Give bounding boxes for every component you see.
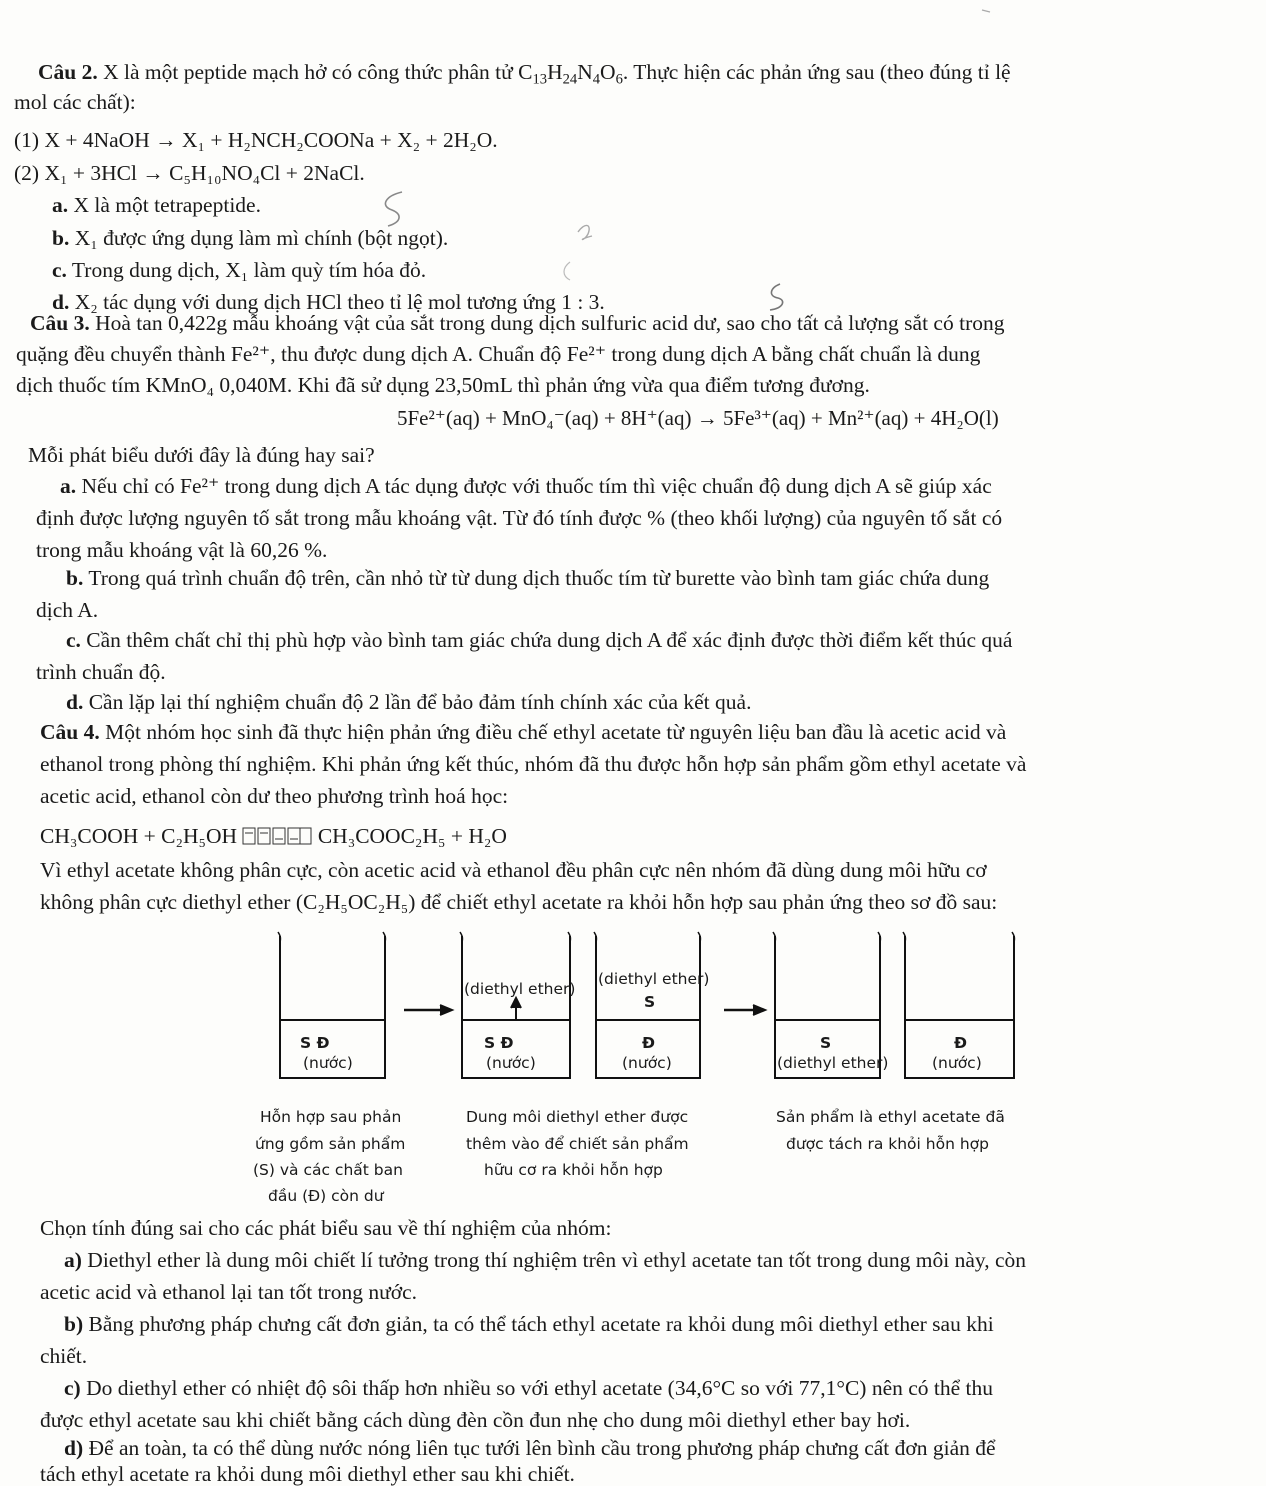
- statement-label: c.: [52, 258, 67, 282]
- formula-part: H: [547, 60, 563, 84]
- formula-sub: 4: [592, 71, 601, 88]
- statement-label: d): [64, 1436, 84, 1460]
- statement-text: Bằng phương pháp chưng cất đơn giản, ta có thể tách ethyl acetate ra khỏi dung môi diethyl ether sau khi: [83, 1312, 994, 1336]
- beaker-3-sub: (nước): [622, 1054, 672, 1072]
- caption-2-line-1: Dung môi diethyl ether được: [466, 1108, 689, 1126]
- statement-text: Cần thêm chất chỉ thị phù hợp vào bình tam giác chứa dung dịch A để xác định được thời điểm kết thúc quá: [80, 628, 1013, 652]
- beaker-1-label: S Đ: [300, 1034, 330, 1052]
- beaker-2-sub: (nước): [486, 1054, 536, 1072]
- statement-label: d.: [66, 690, 84, 714]
- q4-statement-a-1: [64, 1250, 1026, 1272]
- formula-sub: 13: [532, 71, 548, 88]
- equation-left: CH₃COOH + C₂H₅OH: [40, 824, 238, 848]
- statement-text: Diethyl ether là dung môi chiết lí tưởng trong thí nghiệm trên vì ethyl acetate tan tốt trong dung môi này, còn: [81, 1248, 1027, 1272]
- caption-1-line-2: ứng gồm sản phẩm: [255, 1135, 406, 1153]
- q4-title: Câu 4.: [40, 720, 100, 744]
- q2-line-2: mol các chất):: [14, 90, 136, 114]
- formula-sub: 24: [562, 71, 578, 88]
- q4-line-2: ethanol trong phòng thí nghiệm. Khi phản ứng kết thúc, nhóm đã thu được hỗn hợp sản phẩm gồm ethyl acetate và: [40, 752, 1027, 776]
- q3-statement-a-3: trong mẫu khoáng vật là 60,26 %.: [36, 538, 328, 562]
- arrow-2-head: [753, 1005, 765, 1015]
- q2-reaction-1: (1) X + 4NaOH → X₁ + H₂NCH₂COONa + X₂ + 2H₂O.: [14, 128, 498, 152]
- statement-label: b): [64, 1312, 84, 1336]
- formula-part: N: [577, 60, 593, 84]
- statement-text: X₁ được ứng dụng làm mì chính (bột ngọt).: [69, 226, 449, 250]
- q4-statement-d-1: [64, 1438, 996, 1460]
- q2-intro-a: X là một peptide mạch hở có công thức phân tử C: [97, 60, 533, 84]
- statement-label: c): [64, 1376, 81, 1400]
- q4-statement-c-1: [64, 1378, 993, 1400]
- statement-label: d.: [52, 290, 70, 314]
- statement-label: b.: [66, 566, 84, 590]
- caption-3-line-2: được tách ra khỏi hỗn hợp: [786, 1135, 989, 1153]
- beaker-2-top: (diethyl ether): [464, 980, 576, 998]
- statement-text: Cần lặp lại thí nghiệm chuẩn độ 2 lần để bảo đảm tính chính xác của kết quả.: [83, 690, 752, 714]
- q3-statement-a-2: định được lượng nguyên tố sắt trong mẫu khoáng vật. Từ đó tính được % (theo khối lượng) của nguyên tố sắt có: [36, 506, 1003, 530]
- beaker-5-d: Đ: [954, 1034, 967, 1052]
- beaker-3-d: Đ: [642, 1034, 655, 1052]
- q3-line-2: quặng đều chuyển thành Fe²⁺, thu được dung dịch A. Chuẩn độ Fe²⁺ trong dung dịch A bằng chất chuẩn là dung: [16, 342, 981, 366]
- q4-statement-a-2: acetic acid và ethanol lại tan tốt trong nước.: [40, 1280, 418, 1304]
- caption-2-line-3: hữu cơ ra khỏi hỗn hợp: [484, 1161, 663, 1179]
- equation-right: CH₃COOC₂H₅ + H₂O: [317, 824, 507, 848]
- beaker-2-label: S Đ: [484, 1034, 514, 1052]
- q3-equation: 5Fe²⁺(aq) + MnO₄⁻(aq) + 8H⁺(aq) → 5Fe³⁺(aq) + Mn²⁺(aq) + 4H₂O(l): [397, 406, 999, 430]
- caption-1-line-1: Hỗn hợp sau phản: [260, 1108, 402, 1126]
- statement-text: Trong dung dịch, X₁ làm quỳ tím hóa đỏ.: [66, 258, 427, 282]
- caption-3-line-1: Sản phẩm là ethyl acetate đã: [776, 1108, 1005, 1126]
- q4-text: Một nhóm học sinh đã thực hiện phản ứng điều chế ethyl acetate từ nguyên liệu ban đầu là acetic acid và: [99, 720, 1007, 744]
- q3-statement-c-2: trình chuẩn độ.: [36, 660, 166, 684]
- statement-text: X₂ tác dụng với dung dịch HCl theo tỉ lệ mol tương ứng 1 : 3.: [69, 290, 605, 314]
- beaker-4-s: S: [820, 1034, 832, 1052]
- q3-text: Hoà tan 0,422g mẫu khoáng vật của sắt trong dung dịch sulfuric acid dư, sao cho tất cả lượng sắt có trong: [89, 311, 1005, 335]
- q4-statement-d-2: tách ethyl acetate ra khỏi dung môi diethyl ether sau khi chiết.: [40, 1462, 575, 1486]
- up-arrow-head: [511, 998, 521, 1008]
- statement-label: b.: [52, 226, 70, 250]
- statement-text: Trong quá trình chuẩn độ trên, cần nhỏ từ từ dung dịch thuốc tím từ burette vào bình tam giác chứa dung: [83, 566, 990, 590]
- statement-text: Nếu chỉ có Fe²⁺ trong dung dịch A tác dụng được với thuốc tím thì việc chuẩn độ dung dịch A sẽ giúp xác: [76, 474, 992, 498]
- arrow-1-head: [440, 1005, 452, 1015]
- statement-text: X là một tetrapeptide.: [68, 193, 261, 217]
- caption-2-line-2: thêm vào để chiết sản phẩm: [466, 1135, 689, 1153]
- q4-line-3: acetic acid, ethanol còn dư theo phương trình hoá học:: [40, 784, 509, 808]
- q2-intro-b: . Thực hiện các phản ứng sau (theo đúng tỉ lệ: [622, 60, 1011, 84]
- q2-title: Câu 2.: [38, 60, 98, 84]
- q4-line-4: Vì ethyl acetate không phân cực, còn acetic acid và ethanol đều phân cực nên nhóm đã dùng dung môi hữu cơ: [40, 858, 987, 882]
- q4-statement-b-1: [64, 1314, 994, 1336]
- statement-text: Để an toàn, ta có thể dùng nước nóng liên tục tưới lên bình cầu trong phương pháp chưng cất đơn giản để: [83, 1436, 996, 1460]
- q3-line-3: dịch thuốc tím KMnO₄ 0,040M. Khi đã sử dụng 23,50mL thì phản ứng vừa qua điểm tương đương.: [16, 373, 870, 397]
- beaker-4-sub: (diethyl ether): [777, 1054, 889, 1072]
- beaker-1-sub: (nước): [303, 1054, 353, 1072]
- q4-line-5: không phân cực diethyl ether (C₂H₅OC₂H₅) để chiết ethyl acetate ra khỏi hỗn hợp sau phản ứng theo sơ đồ sau:: [40, 890, 998, 914]
- caption-1-line-4: đầu (Đ) còn dư: [268, 1187, 384, 1205]
- formula-sub: 6: [615, 71, 623, 88]
- beaker-3-s: S: [644, 993, 656, 1011]
- q3-title: Câu 3.: [30, 311, 90, 335]
- q3-ask: Mỗi phát biểu dưới đây là đúng hay sai?: [28, 443, 375, 467]
- beaker-5-sub: (nước): [932, 1054, 982, 1072]
- statement-label: c.: [66, 628, 81, 652]
- statement-label: a.: [52, 193, 69, 217]
- q4-ask: Chọn tính đúng sai cho các phát biểu sau về thí nghiệm của nhóm:: [40, 1216, 612, 1240]
- q4-statement-c-2: được ethyl acetate sau khi chiết bằng cách dùng đèn cồn đun nhẹ cho dung môi diethyl ether bay hơi.: [40, 1408, 911, 1432]
- beaker-3-top: (diethyl ether): [598, 970, 710, 988]
- caption-1-line-3: (S) và các chất ban: [253, 1161, 403, 1179]
- statement-label: a.: [60, 474, 77, 498]
- q2-reaction-2: (2) X₁ + 3HCl → C₅H₁₀NO₄Cl + 2NaCl.: [14, 161, 365, 185]
- statement-text: Do diethyl ether có nhiệt độ sôi thấp hơn nhiều so với ethyl acetate (34,6°C so với 77,1°C) nên có thể thu: [80, 1376, 994, 1400]
- statement-label: a): [64, 1248, 82, 1272]
- formula-part: O: [600, 60, 616, 84]
- q3-statement-b-2: dịch A.: [36, 598, 99, 622]
- q4-statement-b-2: chiết.: [40, 1344, 88, 1368]
